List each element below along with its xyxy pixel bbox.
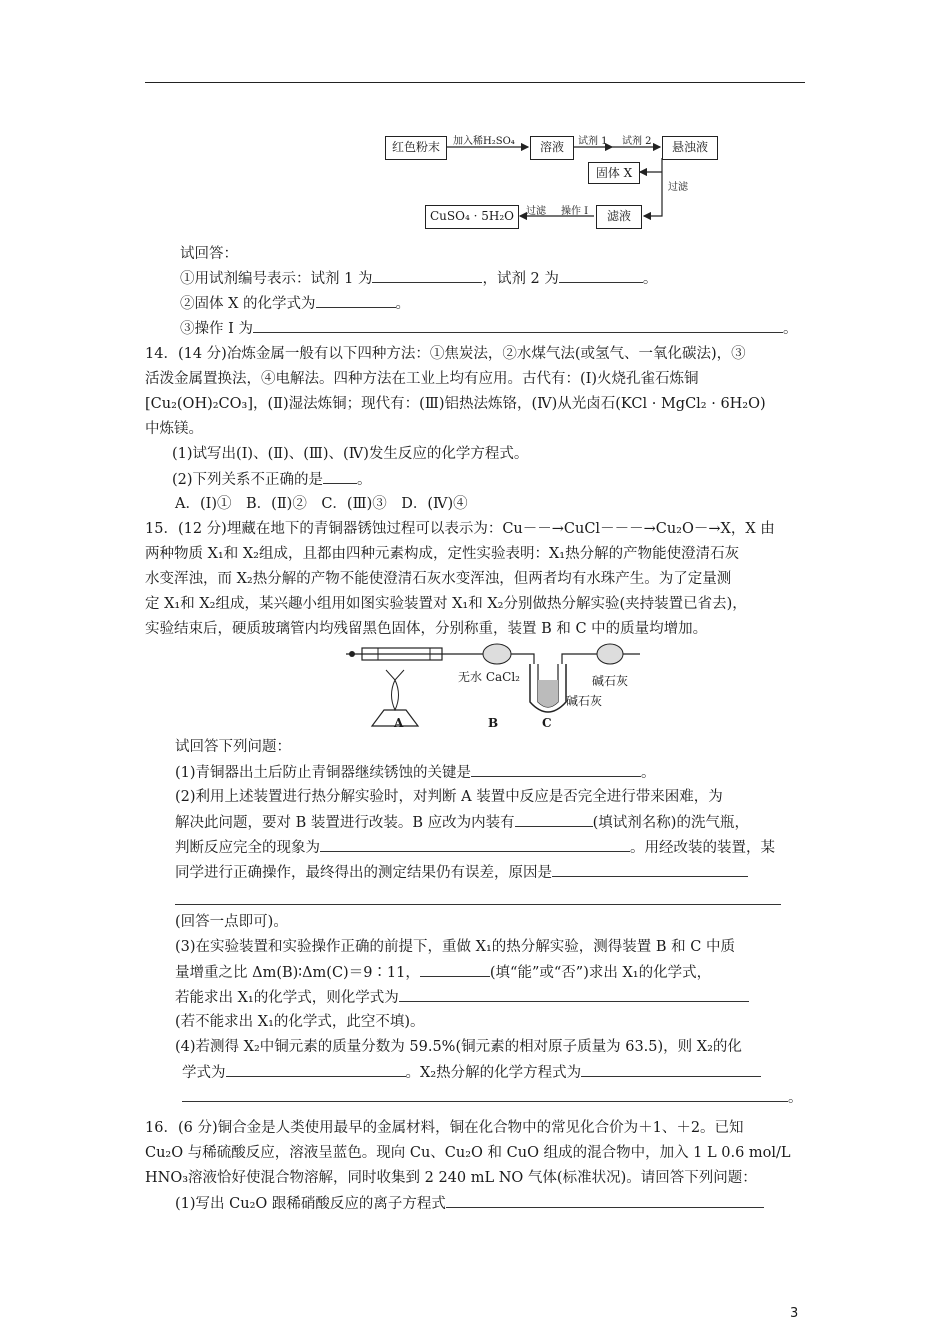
q14-sub2 <box>172 469 372 490</box>
q15-p3-l2-end: (填“能”或“否”)求出 X₁的化学式， <box>489 965 712 981</box>
box-solid-x: 固体 X <box>588 162 640 184</box>
q15-p4-l3 <box>182 1087 803 1108</box>
label-soda-lime-end: 碱石灰 <box>592 674 629 688</box>
q15-p4-l2-pre: 学式为 <box>182 1065 226 1081</box>
blank-q14-2[interactable] <box>323 469 357 484</box>
label-a: A <box>394 716 404 730</box>
q15-p3-l2-pre: 量增重之比 Δm(B)∶Δm(C)＝9∶11， <box>175 965 420 981</box>
q15-p2-l1: (2)利用上述装置进行热分解实验时，对判断 A 装置中反应是否完全进行带来困难，为 <box>175 789 723 805</box>
q15-p3-l3 <box>175 987 749 1008</box>
q13-a3-pre: ③操作 Ⅰ 为 <box>180 321 253 337</box>
q15-line3: 水变浑浊，而 X₂热分解的产物不能使澄清石灰水变浑浊，但两者均有水珠产生。为了定量测 <box>145 571 732 587</box>
blank-q15-4b-cont[interactable] <box>182 1087 788 1102</box>
flow-arrows <box>0 0 950 240</box>
q15-intro: 试回答下列问题： <box>175 739 291 755</box>
q14-line3: [Cu₂(OH)₂CO₃]，(Ⅱ)湿法炼铜；现代有：(Ⅲ)铝热法炼铬，(Ⅳ)从光卤石(KCl · MgCl₂ · 6H₂O) <box>145 396 766 412</box>
q14-sub1: (1)试写出(Ⅰ)、(Ⅱ)、(Ⅲ)、(Ⅳ)发生反应的化学方程式。 <box>172 446 529 462</box>
blank-q15-4b[interactable] <box>581 1062 761 1077</box>
q15-line4: 定 X₁和 X₂组成，某兴趣小组用如图实验装置对 X₁和 X₂分别做热分解实验(夹持装置已省去)， <box>145 596 747 612</box>
q16-sub1 <box>175 1193 764 1214</box>
box-suspension: 悬浊液 <box>662 136 718 160</box>
q15-p2-l4-pre: 同学进行正确操作，最终得出的测定结果仍有误差，原因是 <box>175 865 552 881</box>
blank-q15-2b[interactable] <box>320 837 630 852</box>
page-number: 3 <box>790 1306 799 1321</box>
label-reagent2: 试剂 2 <box>622 136 652 147</box>
q13-intro: 试回答： <box>180 246 238 262</box>
blank-q15-2c[interactable] <box>552 862 748 877</box>
q14-sub2-pre: (2)下列关系不正确的是 <box>172 472 324 488</box>
q15-p1-pre: (1)青铜器出土后防止青铜器继续锈蚀的关键是 <box>175 765 472 781</box>
q13-a1-pre: ①用试剂编号表示：试剂 1 为 <box>180 271 373 287</box>
q13-a1-end: 。 <box>642 271 658 287</box>
blank-operation1[interactable] <box>253 318 783 333</box>
q15-line2: 两种物质 X₁和 X₂组成，且都由四种元素构成，定性实验表明：X₁热分解的产物能使澄清石灰 <box>145 546 740 562</box>
blank-reagent2[interactable] <box>559 268 643 283</box>
q14-line4: 中炼镁。 <box>145 421 203 437</box>
blank-q15-3b[interactable] <box>399 987 749 1002</box>
apparatus-drawing <box>0 640 950 740</box>
q15-p3-l3-pre: 若能求出 X₁的化学式，则化学式为 <box>175 990 399 1006</box>
q15-p3-l1: (3)在实验装置和实验操作正确的前提下，重做 X₁的热分解实验，测得装置 B 和 C 中质 <box>175 939 735 955</box>
q14-line2: 活泼金属置换法，④电解法。四种方法在工业上均有应用。古代有：(Ⅰ)火烧孔雀石炼铜 <box>145 371 699 387</box>
blank-solid-x[interactable] <box>316 293 396 308</box>
label-filter1: 过滤 <box>668 182 688 193</box>
q15-p4-l1: (4)若测得 X₂中铜元素的质量分数为 59.5%(铜元素的相对原子质量为 63.5)，则 X₂的化 <box>175 1039 742 1055</box>
blank-q15-2c-cont[interactable] <box>175 890 781 905</box>
q16-line3: HNO₃溶液恰好使混合物溶解，同时收集到 2 240 mL NO 气体(标准状况)。请回答下列问题： <box>145 1170 757 1186</box>
blank-q16-1[interactable] <box>446 1193 764 1208</box>
blank-q15-3a[interactable] <box>420 962 490 977</box>
q15-p2-l2-end: (填试剂名称)的洗气瓶， <box>592 815 749 831</box>
label-filter2: 过滤 <box>526 206 546 217</box>
blank-reagent1[interactable] <box>372 268 482 283</box>
box-product: CuSO₄ · 5H₂O <box>425 205 519 229</box>
blank-q15-4a[interactable] <box>226 1062 406 1077</box>
q15-p4-l2 <box>182 1062 761 1083</box>
q15-p4-l2-mid: 。X₂热分解的化学方程式为 <box>405 1065 582 1081</box>
q13-a2 <box>180 293 410 314</box>
q15-p2-l2 <box>175 812 749 833</box>
box-filtrate: 滤液 <box>596 205 642 229</box>
q15-p2-l3 <box>175 837 775 858</box>
q13-a3-end: 。 <box>782 321 798 337</box>
label-c: C <box>542 716 552 730</box>
q15-p4-l3-end: 。 <box>788 1090 803 1106</box>
box-red-powder: 红色粉末 <box>385 136 447 160</box>
q15-p1-end: 。 <box>641 765 656 781</box>
q13-a3 <box>180 318 797 339</box>
label-soda-lime-c: 碱石灰 <box>566 694 603 708</box>
label-operation1: 操作 Ⅰ <box>561 206 589 217</box>
label-reagent1: 试剂 1 <box>578 136 608 147</box>
label-cacl2: 无水 CaCl₂ <box>458 670 520 684</box>
blank-q15-2a[interactable] <box>515 812 593 827</box>
q15-line5: 实验结束后，硬质玻璃管内均残留黑色固体，分别称重，装置 B 和 C 中的质量均增加。 <box>145 621 708 637</box>
q13-a2-end: 。 <box>395 296 411 312</box>
q15-p1 <box>175 762 656 783</box>
q13-a2-pre: ②固体 X 的化学式为 <box>180 296 316 312</box>
q16-line2: Cu₂O 与稀硫酸反应，溶液呈蓝色。现向 Cu、Cu₂O 和 CuO 组成的混合物中，加入 1 L 0.6 mol/L <box>145 1145 791 1161</box>
q13-a1 <box>180 268 657 289</box>
q15-p2-l2-pre: 解决此问题，要对 B 装置进行改装。B 应改为内装有 <box>175 815 515 831</box>
q15-p3-l2 <box>175 962 711 983</box>
q13-a1-mid: ，试剂 2 为 <box>482 271 559 287</box>
q15-p2-l4 <box>175 862 748 883</box>
q15-p2-l3-end: 。用经改装的装置，某 <box>630 840 775 856</box>
q15-p3-l4: (若不能求出 X₁的化学式，此空不填)。 <box>175 1014 425 1030</box>
q14-options: A．(Ⅰ)① B．(Ⅱ)② C．(Ⅲ)③ D．(Ⅳ)④ <box>175 496 468 512</box>
q15-p2-l6: (回答一点即可)。 <box>175 914 288 930</box>
q14-line1: 14．(14 分)冶炼金属一般有以下四种方法：①焦炭法，②水煤气法(或氢气、一氧化碳法)，③ <box>145 346 746 362</box>
q15-p2-l3-pre: 判断反应完全的现象为 <box>175 840 320 856</box>
blank-q15-1[interactable] <box>471 762 641 777</box>
q16-sub1-pre: (1)写出 Cu₂O 跟稀硝酸反应的离子方程式 <box>175 1196 446 1212</box>
label-b: B <box>488 716 499 730</box>
label-add-acid: 加入稀H₂SO₄ <box>453 136 515 147</box>
q16-line1: 16．(6 分)铜合金是人类使用最早的金属材料，铜在化合物中的常见化合价为＋1、＋2。已知 <box>145 1120 744 1136</box>
q14-sub2-end: 。 <box>357 472 372 488</box>
box-solution: 溶液 <box>530 136 574 160</box>
q15-line1: 15．(12 分)埋藏在地下的青铜器锈蚀过程可以表示为：Cu－－→CuCl－－－→Cu₂O－→X，X 由 <box>145 521 775 537</box>
